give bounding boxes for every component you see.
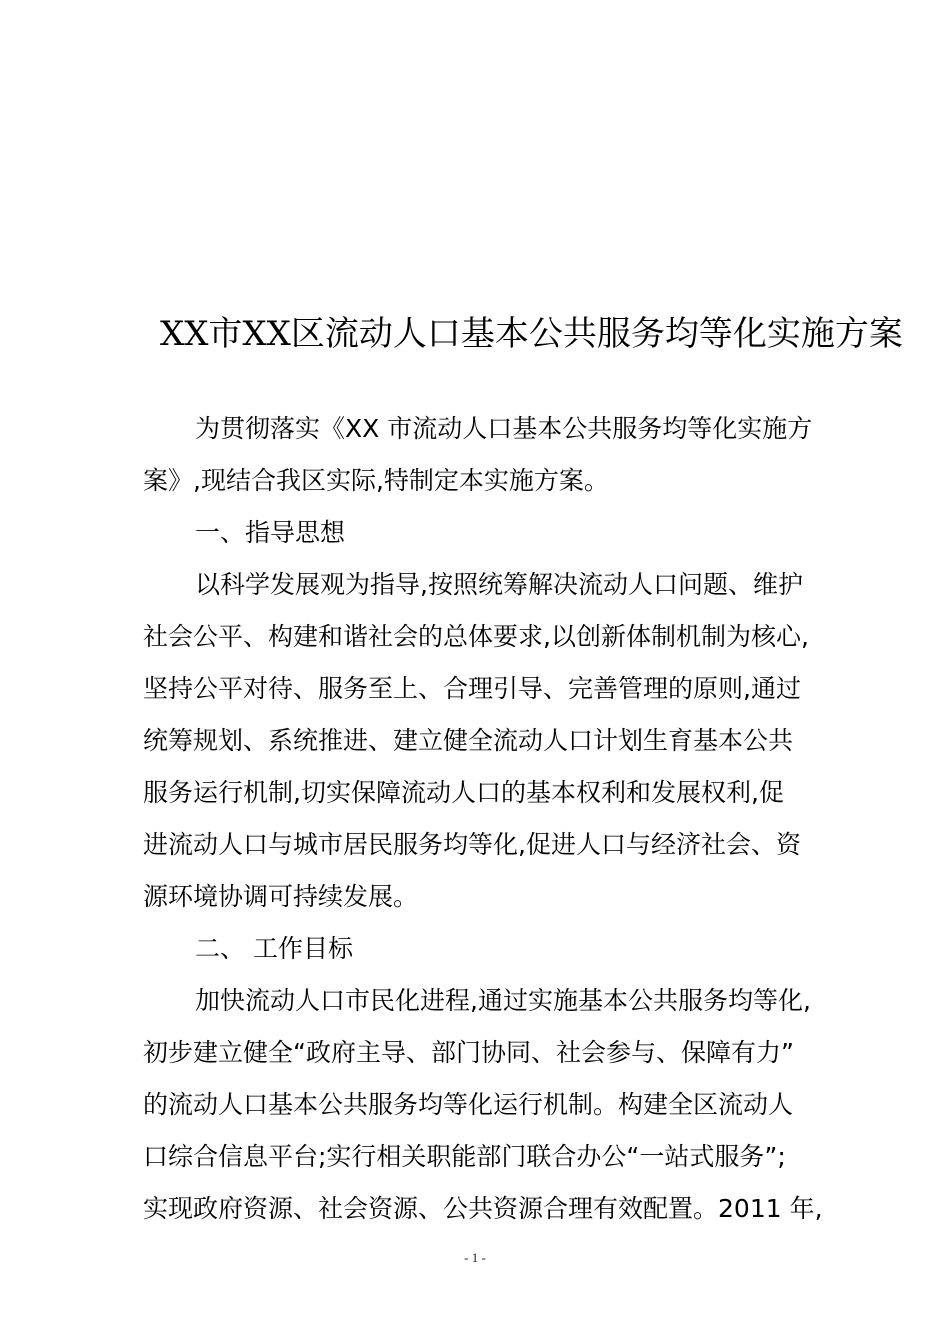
paragraph-line: 实现政府资源、社会资源、公共资源合理有效配置。2011 年,	[143, 1194, 823, 1223]
paragraph-line: 社会公平、构建和谐社会的总体要求,以创新体制机制为核心,	[143, 622, 809, 651]
paragraph-line: 源环境协调可持续发展。	[143, 882, 419, 911]
paragraph-line: 初步建立健全“政府主导、部门协同、社会参与、保障有力”	[143, 1038, 794, 1067]
page-number: - 1 -	[464, 1250, 486, 1265]
document-title: XX市XX区流动人口基本公共服务均等化实施方案	[160, 314, 903, 354]
paragraph-line: 服务运行机制,切实保障流动人口的基本权利和发展权利,促	[143, 778, 784, 807]
document-body	[143, 403, 843, 1235]
paragraph-line: 坚持公平对待、服务至上、合理引导、完善管理的原则,通过	[143, 674, 801, 703]
paragraph-line: 进流动人口与城市居民服务均等化,促进人口与经济社会、资	[143, 830, 801, 859]
paragraph-line: 为贯彻落实《XX 市流动人口基本公共服务均等化实施方	[195, 414, 813, 443]
section-heading: 二、 工作目标	[195, 934, 353, 963]
paragraph-line: 的流动人口基本公共服务均等化运行机制。构建全区流动人	[143, 1090, 794, 1119]
paragraph-line: 口综合信息平台;实行相关职能部门联合办公“一站式服务”;	[143, 1142, 786, 1171]
paragraph-line: 以科学发展观为指导,按照统筹解决流动人口问题、维护	[195, 570, 803, 599]
section-heading: 一、指导思想	[195, 518, 346, 547]
paragraph-line: 案》,现结合我区实际,特制定本实施方案。	[143, 466, 609, 495]
paragraph-line: 加快流动人口市民化进程,通过实施基本公共服务均等化,	[195, 986, 811, 1015]
paragraph-line: 统筹规划、系统推进、建立健全流动人口计划生育基本公共	[143, 726, 794, 755]
